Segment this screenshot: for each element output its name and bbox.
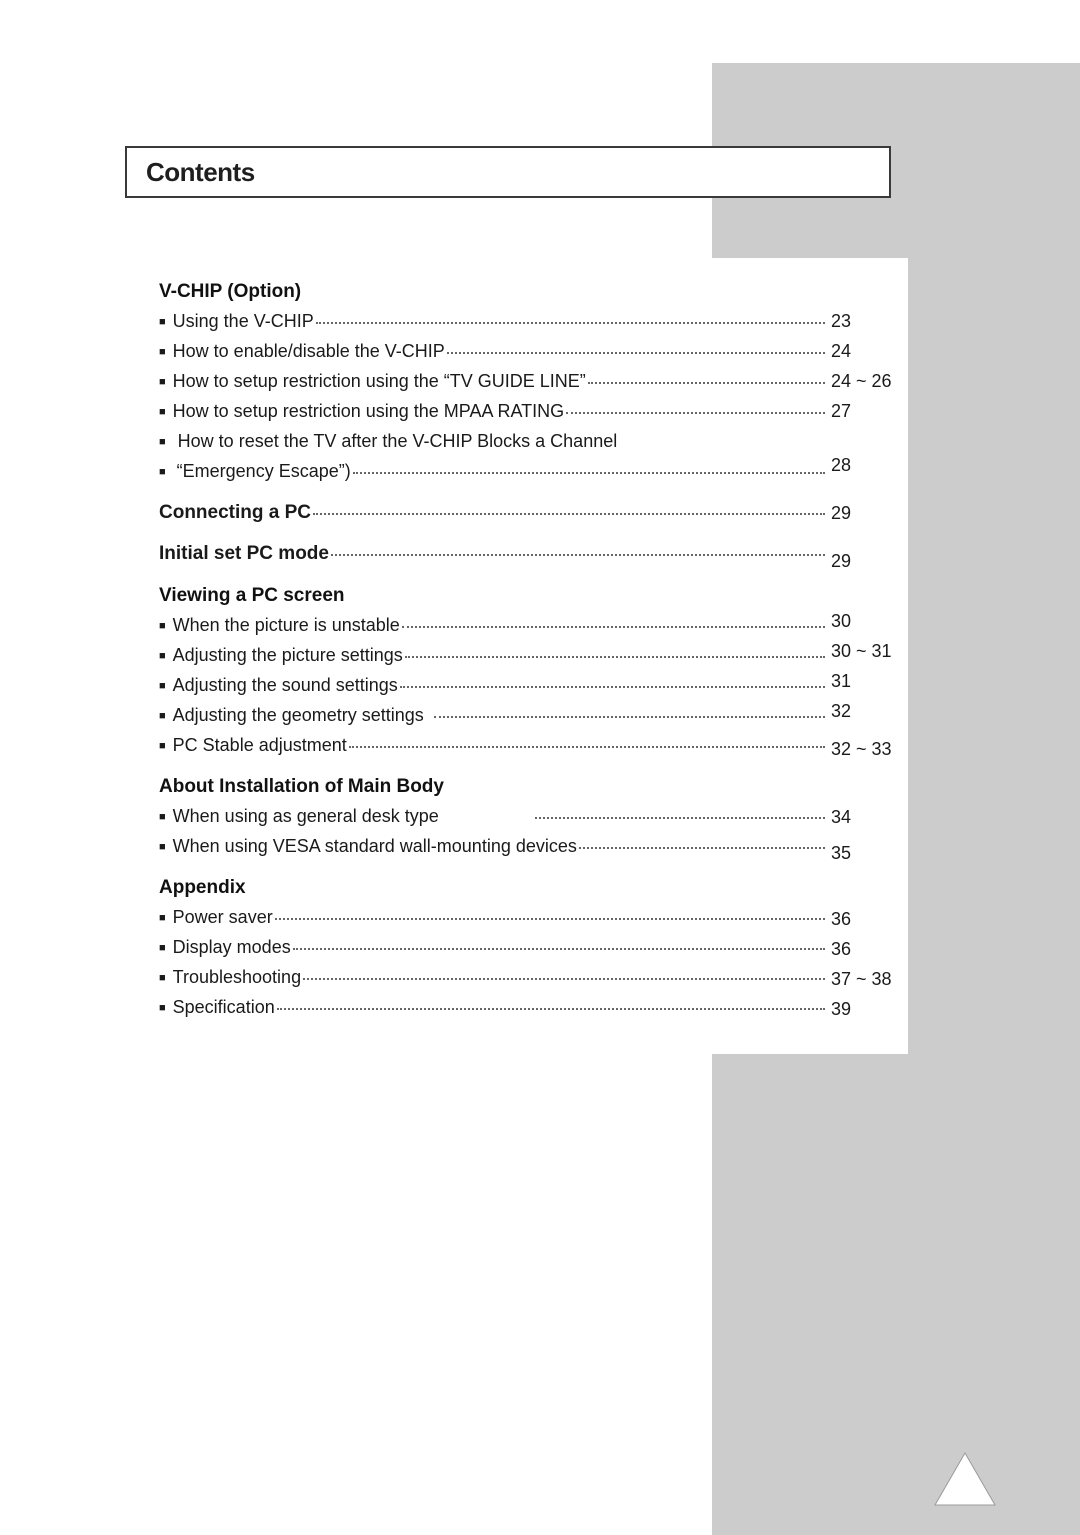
- dot-leader: [316, 308, 825, 324]
- toc-page-number: 32 ~ 33: [831, 739, 892, 759]
- bullet-icon: ■: [159, 811, 166, 823]
- toc-entry[interactable]: [159, 806, 825, 827]
- bullet-icon: ■: [159, 466, 166, 478]
- section-heading-connecting-pc: Connecting a PC: [159, 502, 312, 523]
- dot-leader: [434, 702, 825, 718]
- toc-entry[interactable]: [159, 735, 825, 756]
- toc-entry-label: Adjusting the geometry settings: [172, 705, 424, 725]
- section-heading-installation: About Installation of Main Body: [159, 776, 444, 797]
- toc-entry-first-line[interactable]: [159, 431, 617, 452]
- page-title: Contents: [146, 157, 255, 187]
- toc-entry-label: How to enable/disable the V-CHIP: [172, 341, 445, 361]
- toc-page-number: 37 ~ 38: [831, 969, 892, 989]
- toc-page-number: 30: [831, 611, 852, 631]
- toc-entry-label: When using as general desk type: [172, 806, 439, 826]
- toc-page-number: 36: [831, 909, 852, 929]
- bullet-icon: ■: [159, 620, 166, 632]
- toc-page-number: 24 ~ 26: [831, 371, 892, 391]
- toc-entry[interactable]: [159, 341, 825, 362]
- toc-page-number: 29: [831, 503, 852, 523]
- page-title-box: [125, 146, 891, 198]
- toc-entry-label: How to setup restriction using the MPAA RATING: [172, 401, 565, 421]
- toc-entry-label: Using the V-CHIP: [172, 311, 314, 331]
- toc-entry-label: How to reset the TV after the V-CHIP Blocks a Channel: [177, 431, 618, 451]
- dot-leader: [579, 833, 825, 849]
- dot-leader: [303, 964, 825, 980]
- bullet-icon: ■: [159, 436, 166, 448]
- toc-entry-label: When using VESA standard wall-mounting devices: [172, 836, 577, 856]
- dot-leader: [400, 672, 825, 688]
- bullet-icon: ■: [159, 376, 166, 388]
- dot-leader: [353, 458, 825, 474]
- dot-leader: [588, 368, 825, 384]
- dot-leader: [331, 540, 825, 556]
- bullet-icon: ■: [159, 1002, 166, 1014]
- toc-page-number: 39: [831, 999, 852, 1019]
- toc-entry[interactable]: [159, 401, 825, 422]
- toc-page-number: 24: [831, 341, 852, 361]
- dot-leader: [313, 499, 825, 515]
- section-heading-vchip: V-CHIP (Option): [159, 281, 302, 302]
- dot-leader: [293, 934, 825, 950]
- toc-entry[interactable]: [159, 371, 825, 392]
- toc-entry[interactable]: [159, 311, 825, 332]
- toc-entry[interactable]: [159, 543, 825, 565]
- toc-entry-label: Troubleshooting: [172, 967, 302, 987]
- toc-entry-label: Power saver: [172, 907, 273, 927]
- bullet-icon: ■: [159, 841, 166, 853]
- bullet-icon: ■: [159, 680, 166, 692]
- dot-leader: [402, 612, 825, 628]
- bullet-icon: ■: [159, 942, 166, 954]
- toc-entry-label: Adjusting the picture settings: [172, 645, 403, 665]
- toc-page-number: 27: [831, 401, 852, 421]
- bullet-icon: ■: [159, 346, 166, 358]
- toc-entry[interactable]: [159, 645, 825, 666]
- bullet-icon: ■: [159, 740, 166, 752]
- toc-page-number: 36: [831, 939, 852, 959]
- bullet-icon: ■: [159, 650, 166, 662]
- bullet-icon: ■: [159, 406, 166, 418]
- toc-entry[interactable]: [159, 705, 825, 726]
- toc-entry[interactable]: [159, 997, 825, 1018]
- dot-leader: [405, 642, 825, 658]
- toc-entry-label: When the picture is unstable: [172, 615, 400, 635]
- bullet-icon: ■: [159, 316, 166, 328]
- toc-page-number: 32: [831, 701, 852, 721]
- dot-leader: [275, 904, 825, 920]
- dot-leader: [447, 338, 825, 354]
- dot-leader: [566, 398, 825, 414]
- section-heading-appendix: Appendix: [159, 877, 246, 898]
- toc-entry-label: Adjusting the sound settings: [172, 675, 398, 695]
- bullet-icon: ■: [159, 972, 166, 984]
- toc-page-number: 34: [831, 807, 852, 827]
- toc-page-number: 29: [831, 551, 852, 571]
- section-heading-initial-pc: Initial set PC mode: [159, 543, 329, 564]
- dot-leader: [535, 803, 825, 819]
- toc-entry[interactable]: [159, 461, 825, 482]
- toc-page-number: 30 ~ 31: [831, 641, 892, 661]
- toc-entry[interactable]: [159, 907, 825, 928]
- toc-entry[interactable]: [159, 675, 825, 696]
- toc-page-number: 28: [831, 455, 852, 475]
- toc-entry-label: “Emergency Escape”): [176, 461, 351, 481]
- toc-page-number: 23: [831, 311, 852, 331]
- toc-entry-label: Specification: [172, 997, 275, 1017]
- toc-entry[interactable]: [159, 836, 825, 857]
- toc-entry[interactable]: [159, 967, 825, 988]
- bullet-icon: ■: [159, 710, 166, 722]
- bullet-icon: ■: [159, 912, 166, 924]
- up-triangle-icon[interactable]: [934, 1452, 996, 1506]
- section-heading-viewing-pc: Viewing a PC screen: [159, 585, 345, 606]
- dot-leader: [277, 994, 825, 1010]
- dot-leader: [349, 732, 825, 748]
- toc-page-number: 35: [831, 843, 852, 863]
- toc-entry[interactable]: [159, 502, 825, 524]
- toc-page-number: 31: [831, 671, 852, 691]
- toc-entry[interactable]: [159, 615, 825, 636]
- toc-entry[interactable]: [159, 937, 825, 958]
- toc-entry-label: Display modes: [172, 937, 291, 957]
- toc-entry-label: PC Stable adjustment: [172, 735, 347, 755]
- toc-entry-label: How to setup restriction using the “TV GUIDE LINE”: [172, 371, 586, 391]
